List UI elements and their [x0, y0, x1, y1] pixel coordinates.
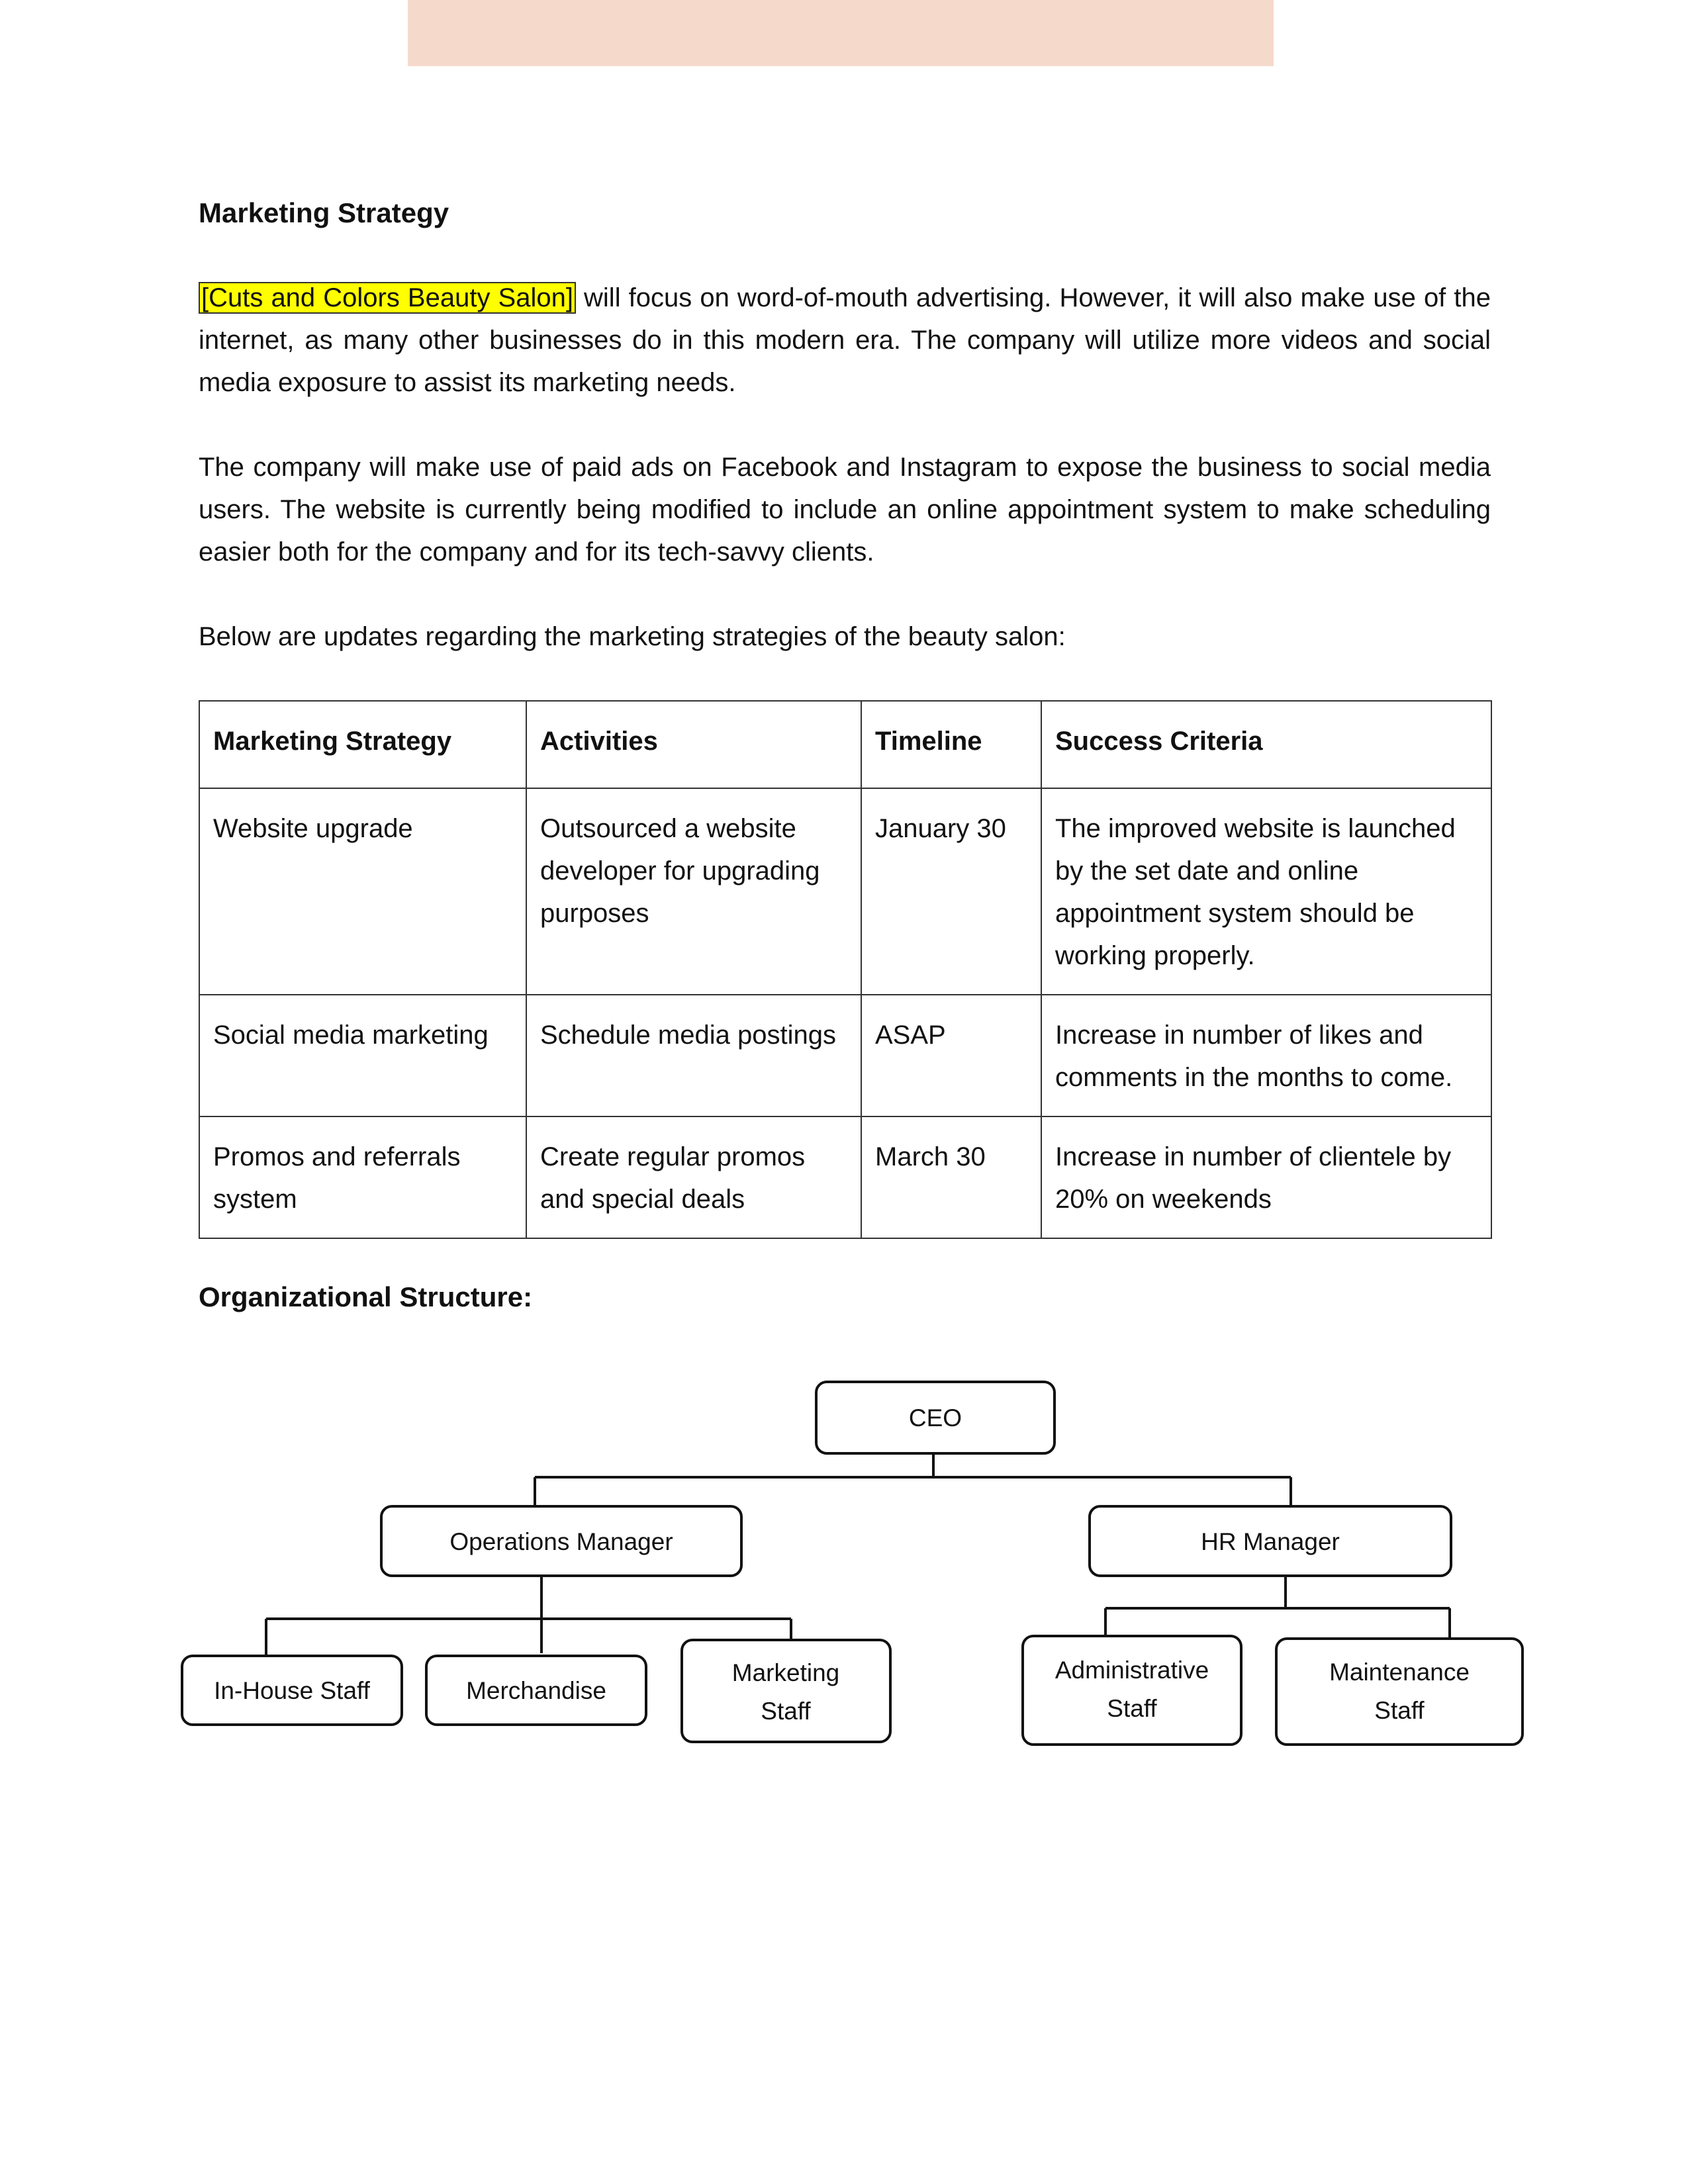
org-node-label: HR Manager: [1201, 1528, 1340, 1555]
marketing-strategy-table: [199, 700, 1492, 1239]
table-cell: Create regular promos and special deals: [526, 1116, 861, 1238]
table-row: [199, 995, 1491, 1116]
table-cell: The improved website is launched by the set date and online appointment system should be working properly.: [1041, 788, 1491, 995]
table-header-row: [199, 701, 1491, 788]
org-node-label: Merchandise: [466, 1677, 606, 1704]
table-cell: Outsourced a website developer for upgrading purposes: [526, 788, 861, 995]
org-node-label: Maintenance: [1329, 1659, 1470, 1686]
table-cell: Increase in number of clientele by 20% on weekends: [1041, 1116, 1491, 1238]
header-band: [408, 0, 1274, 66]
company-name-placeholder: [Cuts and Colors Beauty Salon]: [199, 282, 576, 314]
table-header-cell: Activities: [526, 701, 861, 788]
intro-paragraph: [199, 277, 1491, 404]
org-node-merchandise: [426, 1656, 646, 1725]
org-node-operations-manager: [381, 1506, 741, 1576]
org-node-administrative-staff: [1023, 1636, 1241, 1745]
org-node-label: Marketing: [731, 1659, 840, 1686]
org-node-label: Administrative: [1055, 1657, 1209, 1684]
table-row: [199, 788, 1491, 995]
ads-paragraph: The company will make use of paid ads on Facebook and Instagram to expose the business to social media users. The website is currently being modified to include an online appointment system to make scheduling easier both for the company and for its tech-savvy clients.: [199, 453, 1491, 567]
table-cell: ASAP: [861, 995, 1041, 1116]
table-row: [199, 1116, 1491, 1238]
updates-paragraph: Below are updates regarding the marketing strategies of the beauty salon:: [199, 622, 1066, 651]
table-header-cell: Marketing Strategy: [199, 701, 526, 788]
table-cell: Promos and referrals system: [199, 1116, 526, 1238]
org-node-maintenance-staff: [1276, 1639, 1523, 1745]
org-node-hr-manager: [1090, 1506, 1451, 1576]
table-cell: March 30: [861, 1116, 1041, 1238]
table-cell: Schedule media postings: [526, 995, 861, 1116]
table-cell: January 30: [861, 788, 1041, 995]
org-node-in-house-staff: [182, 1656, 402, 1725]
org-node-label: Operations Manager: [449, 1528, 673, 1555]
org-node-label: In-House Staff: [214, 1677, 370, 1704]
document-body: [199, 192, 1491, 1318]
org-node-label: CEO: [908, 1404, 962, 1432]
org-node-label: Staff: [1107, 1695, 1157, 1722]
table-cell: Increase in number of likes and comments in the months to come.: [1041, 995, 1491, 1116]
table-header-cell: Success Criteria: [1041, 701, 1491, 788]
table-header-cell: Timeline: [861, 701, 1041, 788]
org-node-label: Staff: [761, 1698, 811, 1725]
intro-paragraph-text: will focus on word-of-mouth advertising. However, it will also make use of the internet, as many other businesses do in this modern era. The company will utilize more videos and social media exposure to assist its marketing needs.: [199, 283, 1491, 397]
org-node-marketing-staff: [682, 1640, 890, 1742]
table-cell: Social media marketing: [199, 995, 526, 1116]
org-node-ceo: [816, 1382, 1055, 1453]
org-structure-heading: Organizational Structure:: [199, 1281, 533, 1312]
table-cell: Website upgrade: [199, 788, 526, 995]
org-node-label: Staff: [1374, 1697, 1425, 1724]
marketing-heading: Marketing Strategy: [199, 197, 449, 228]
